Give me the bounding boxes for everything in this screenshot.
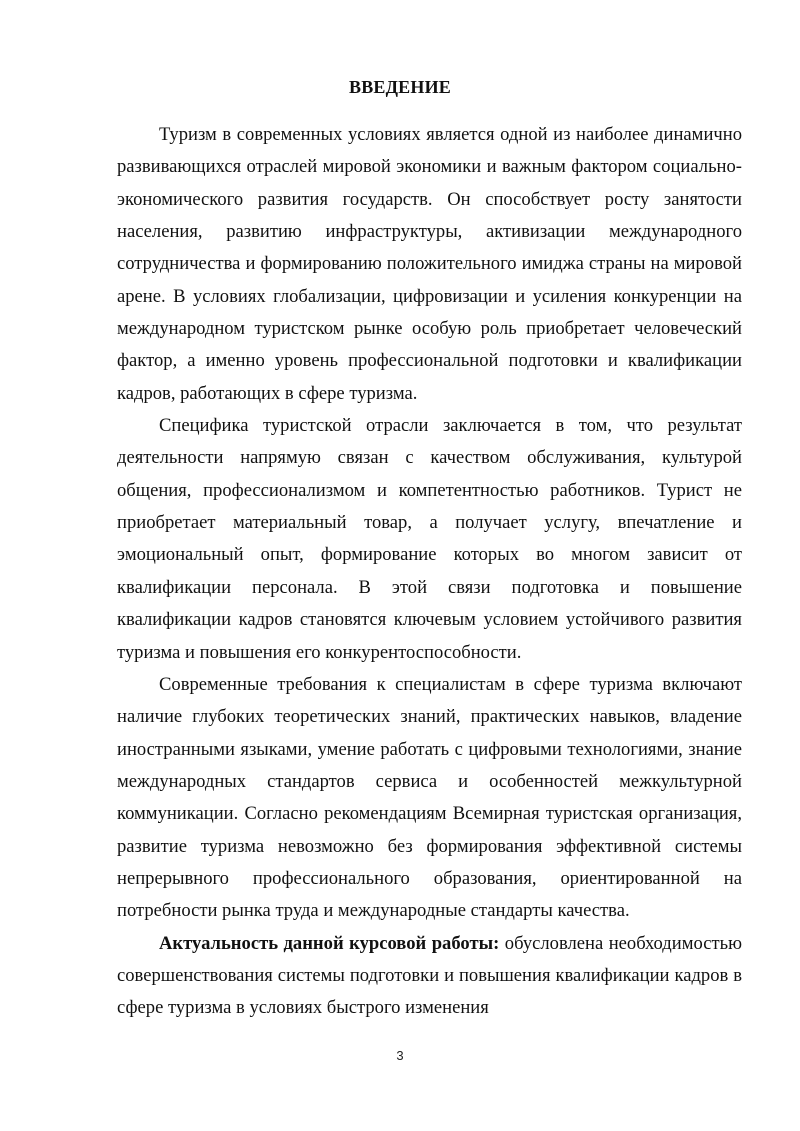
relevance-label: Актуальность данной курсовой работы: [159,932,500,954]
paragraph-relevance [117,928,742,1025]
page-number: 3 [396,1048,404,1063]
relevance-text: обусловлена необходимостью совершенствования системы подготовки и повышения квалификации кадров в сфере туризма в условиях быстрого изменения [117,932,742,1019]
section-title: ВВЕДЕНИЕ [348,77,451,97]
body-text [117,119,742,1025]
paragraph-tourism-intro: Туризм в современных условиях является одной из наиболее динамично развивающихся отраслей мировой экономики и важным фактором социально-экономического развития государств. Он способствует росту занятости населения, развитию инфраструктуры, активизации международного сотрудничества и формированию положительного имиджа страны на мировой арене. В условиях глобализации, цифровизации и усиления конкуренции на международном туристском рынке особую роль приобретает человеческий фактор, а именно уровень профессиональной подготовки и квалификации кадров, работающих в сфере туризма. [117,124,742,404]
paragraph-requirements: Современные требования к специалистам в сфере туризма включают наличие глубоких теоретических знаний, практических навыков, владение иностранными языками, умение работать с цифровыми технологиями, знание международных стандартов сервиса и особенностей межкультурной коммуникации. Согласно рекомендациям Всемирная туристская организация, развитие туризма невозможно без формирования эффективной системы непрерывного профессионального образования, ориентированной на потребности рынка труда и международные стандарты качества. [117,673,742,922]
paragraph-industry-specifics: Специфика туристской отрасли заключается в том, что результат деятельности напрямую связан с качеством обслуживания, культурой общения, профессионализмом и компетентностью работников. Турист не приобретает материальный товар, а получает услугу, впечатление и эмоциональный опыт, формирование которых во многом зависит от квалификации персонала. В этой связи подготовка и повышение квалификации кадров становятся ключевым условием устойчивого развития туризма и повышения его конкурентоспособности. [117,415,742,663]
